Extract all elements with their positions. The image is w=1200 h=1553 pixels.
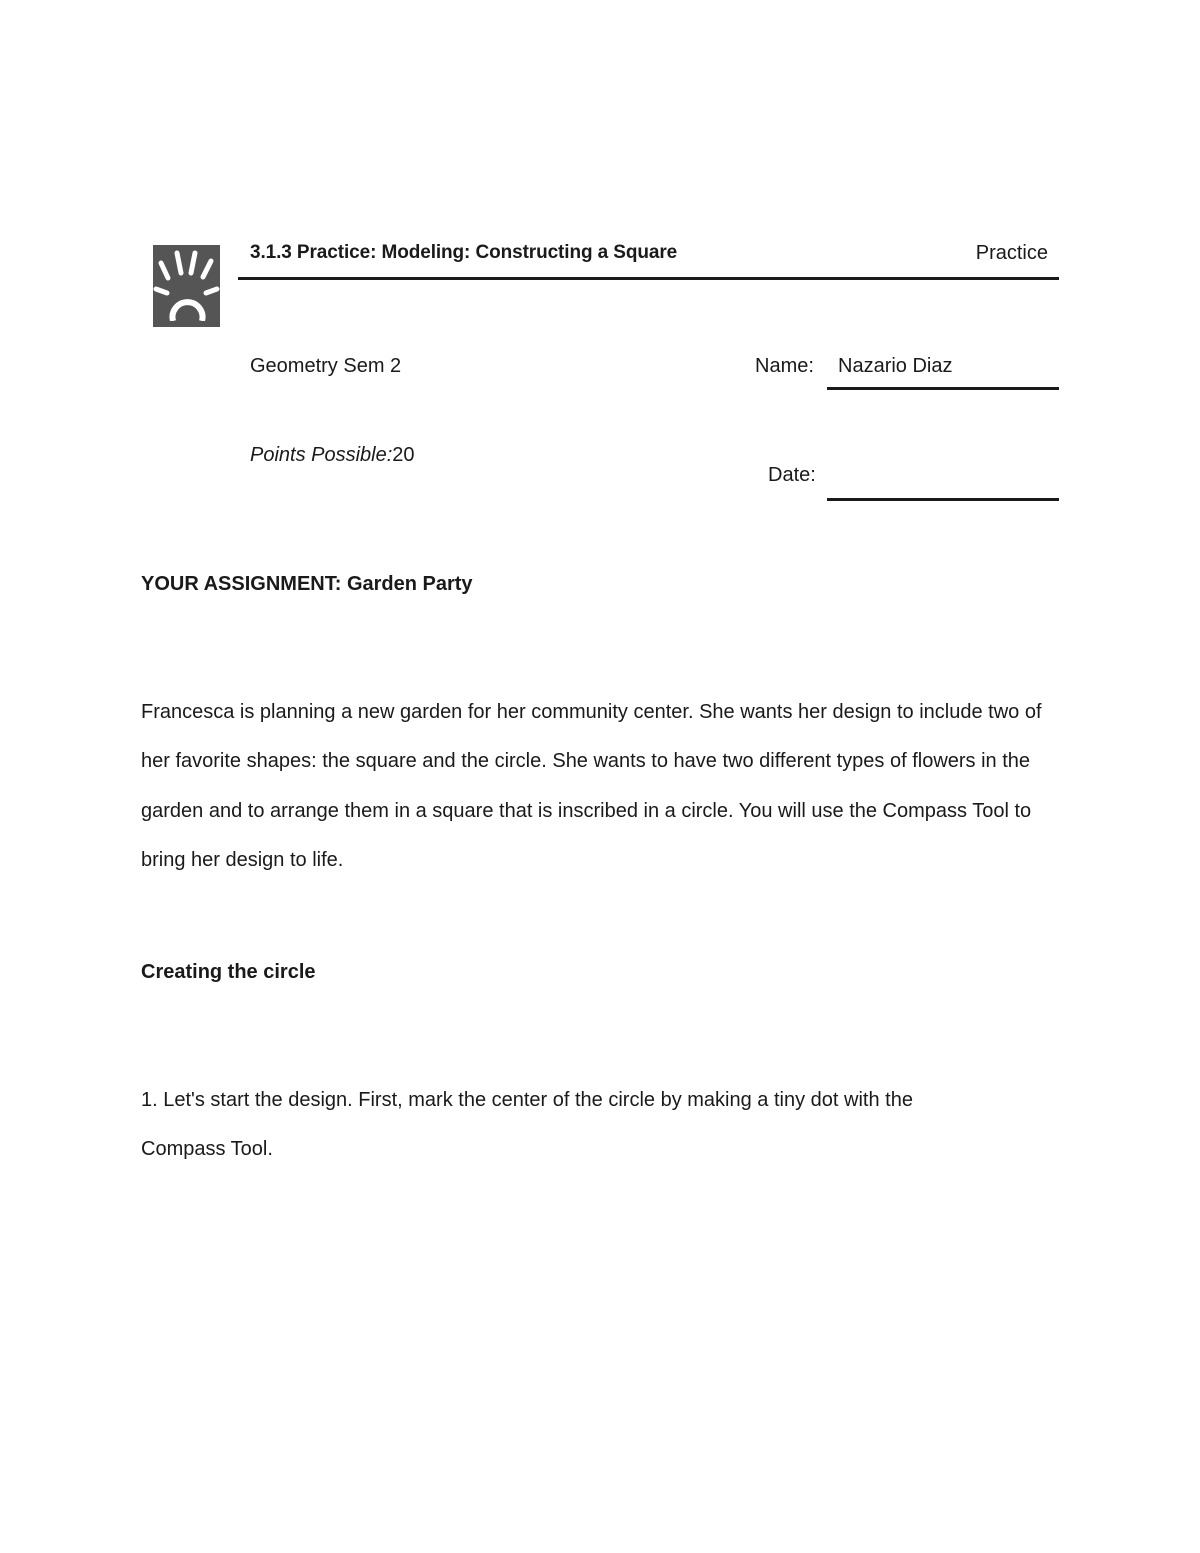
points-possible xyxy=(250,444,415,467)
header-divider xyxy=(238,277,1059,280)
assignment-heading: YOUR ASSIGNMENT: Garden Party xyxy=(141,573,473,595)
points-value: 20 xyxy=(392,444,415,466)
points-label: Points Possible: xyxy=(250,444,393,466)
document-title: 3.1.3 Practice: Modeling: Constructing a Square xyxy=(250,242,678,263)
assignment-intro: Francesca is planning a new garden for her community center. She wants her design to include two of her favorite shapes: the square and the circle. She wants to have two different types of flowers in the garden and to arrange them in a square that is inscribed in a circle. You will use the Compass Tool to bring her design to life. xyxy=(141,701,1042,871)
date-label: Date: xyxy=(768,464,816,486)
sunburst-logo-icon xyxy=(153,245,220,327)
question-1: 1. Let's start the design. First, mark the center of the circle by making a tiny dot with the Compass Tool. xyxy=(141,1089,913,1161)
name-field[interactable]: Nazario Diaz xyxy=(838,355,953,377)
name-label: Name: xyxy=(755,355,814,377)
name-underline xyxy=(827,387,1059,390)
document-type-label: Practice xyxy=(975,242,1048,264)
course-name: Geometry Sem 2 xyxy=(250,355,402,377)
section-heading: Creating the circle xyxy=(141,961,316,983)
date-underline xyxy=(827,498,1059,501)
